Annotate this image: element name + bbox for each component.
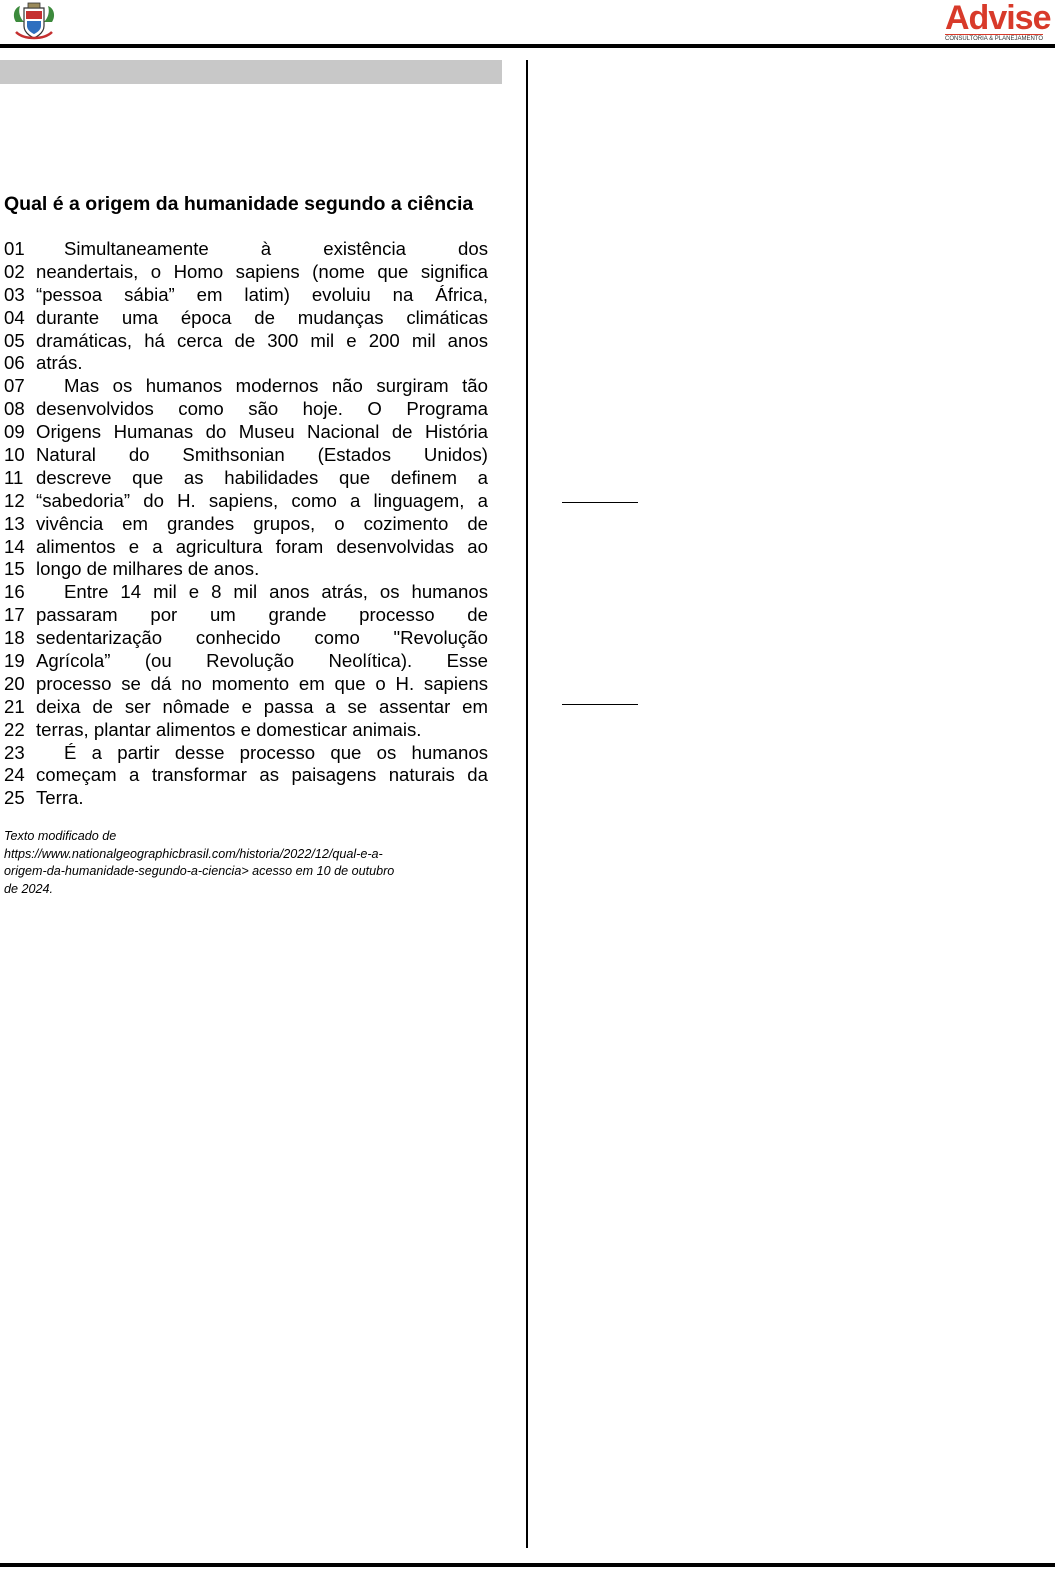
line-text: neandertais, o Homo sapiens (nome que significa xyxy=(36,260,488,282)
line-number: 12 xyxy=(4,489,25,511)
line-number: 25 xyxy=(4,787,25,809)
line-number: 15 xyxy=(4,558,25,580)
section-header-bar xyxy=(0,60,502,84)
line-number: 21 xyxy=(4,695,25,717)
header-divider xyxy=(0,44,1055,48)
source-line: Texto modificado de xyxy=(4,829,117,843)
article-title: Qual é a origem da humanidade segundo a ciência xyxy=(4,193,474,215)
text-line xyxy=(4,444,488,467)
line-number: 16 xyxy=(4,581,25,603)
line-text: sedentarização conhecido como "Revolução xyxy=(36,627,488,649)
text-line xyxy=(4,513,488,536)
line-text: deixa de ser nômade e passa a se assentar em xyxy=(36,695,488,717)
line-text: atrás. xyxy=(36,352,83,374)
line-number: 19 xyxy=(4,650,25,672)
text-line xyxy=(4,330,488,353)
line-text: Agrícola” (ou Revolução Neolítica). Esse xyxy=(36,650,488,672)
blank-line xyxy=(562,502,638,503)
line-number: 11 xyxy=(4,466,24,488)
line-text: desenvolvidos como são hoje. O Programa xyxy=(36,398,488,420)
text-line xyxy=(4,742,488,765)
line-number: 10 xyxy=(4,444,25,466)
text-line xyxy=(4,673,488,696)
line-number: 05 xyxy=(4,329,25,351)
line-text: Mas os humanos modernos não surgiram tão xyxy=(64,375,488,397)
text-line xyxy=(4,764,488,787)
line-text: É a partir desse processo que os humanos xyxy=(64,741,488,763)
line-text: começam a transformar as paisagens naturais da xyxy=(36,764,488,786)
blank-line xyxy=(562,704,638,705)
line-text: vivência em grandes grupos, o cozimento de xyxy=(36,512,488,534)
text-line xyxy=(4,284,488,307)
source-citation xyxy=(4,828,474,898)
line-text: dramáticas, há cerca de 300 mil e 200 mil anos xyxy=(36,329,488,351)
text-line xyxy=(4,467,488,490)
line-text: durante uma época de mudanças climáticas xyxy=(36,306,488,328)
text-line xyxy=(4,604,488,627)
line-text: “pessoa sábia” em latim) evoluiu na África, xyxy=(36,283,488,305)
line-text: Natural do Smithsonian (Estados Unidos) xyxy=(36,444,488,466)
text-line xyxy=(4,398,488,421)
line-text: alimentos e a agricultura foram desenvolvidas ao xyxy=(36,535,488,557)
text-line xyxy=(4,787,488,810)
column-divider xyxy=(526,60,528,1548)
logo-word: Advise xyxy=(945,0,1051,37)
line-text: Entre 14 mil e 8 mil anos atrás, os humanos xyxy=(64,581,488,603)
line-text: terras, plantar alimentos e domesticar animais. xyxy=(36,718,422,740)
line-number: 24 xyxy=(4,764,25,786)
text-line xyxy=(4,352,488,375)
text-line xyxy=(4,238,488,261)
line-number: 04 xyxy=(4,306,25,328)
line-number: 18 xyxy=(4,627,25,649)
footer-divider xyxy=(0,1563,1055,1567)
line-number: 17 xyxy=(4,604,25,626)
article-body xyxy=(4,238,488,810)
line-text: Origens Humanas do Museu Nacional de História xyxy=(36,421,488,443)
text-line xyxy=(4,696,488,719)
logo-subtitle: CONSULTORIA & PLANEJAMENTO xyxy=(945,36,1044,42)
line-number: 09 xyxy=(4,421,25,443)
line-number: 02 xyxy=(4,260,25,282)
text-line xyxy=(4,536,488,559)
line-number: 08 xyxy=(4,398,25,420)
advise-logo xyxy=(945,0,1051,44)
text-line xyxy=(4,261,488,284)
line-text: descreve que as habilidades que definem a xyxy=(36,466,488,488)
text-line xyxy=(4,558,488,581)
text-line xyxy=(4,490,488,513)
line-number: 23 xyxy=(4,741,25,763)
line-text: passaram por um grande processo de xyxy=(36,604,488,626)
text-line xyxy=(4,719,488,742)
text-line xyxy=(4,650,488,673)
source-line: https://www.nationalgeographicbrasil.com/historia/2022/12/qual-e-a- xyxy=(4,846,383,861)
line-number: 07 xyxy=(4,375,25,397)
text-line xyxy=(4,627,488,650)
line-number: 22 xyxy=(4,718,25,740)
line-text: processo se dá no momento em que o H. sapiens xyxy=(36,672,488,694)
line-text: Terra. xyxy=(36,787,84,809)
text-line xyxy=(4,581,488,604)
source-line: de 2024. xyxy=(4,881,54,896)
line-text: Simultaneamente à existência dos xyxy=(64,238,488,259)
line-number: 03 xyxy=(4,283,25,305)
line-number: 13 xyxy=(4,512,25,534)
coat-of-arms-icon xyxy=(10,2,58,42)
line-number: 06 xyxy=(4,352,25,374)
source-line: origem-da-humanidade-segundo-a-ciencia> acesso em 10 de outubro xyxy=(4,864,395,878)
text-line xyxy=(4,375,488,398)
line-text: longo de milhares de anos. xyxy=(36,558,260,580)
line-number: 20 xyxy=(4,672,25,694)
line-text: “sabedoria” do H. sapiens, como a linguagem, a xyxy=(36,489,488,511)
text-line xyxy=(4,307,488,330)
text-line xyxy=(4,421,488,444)
line-number: 14 xyxy=(4,535,25,557)
line-number: 01 xyxy=(4,238,25,259)
